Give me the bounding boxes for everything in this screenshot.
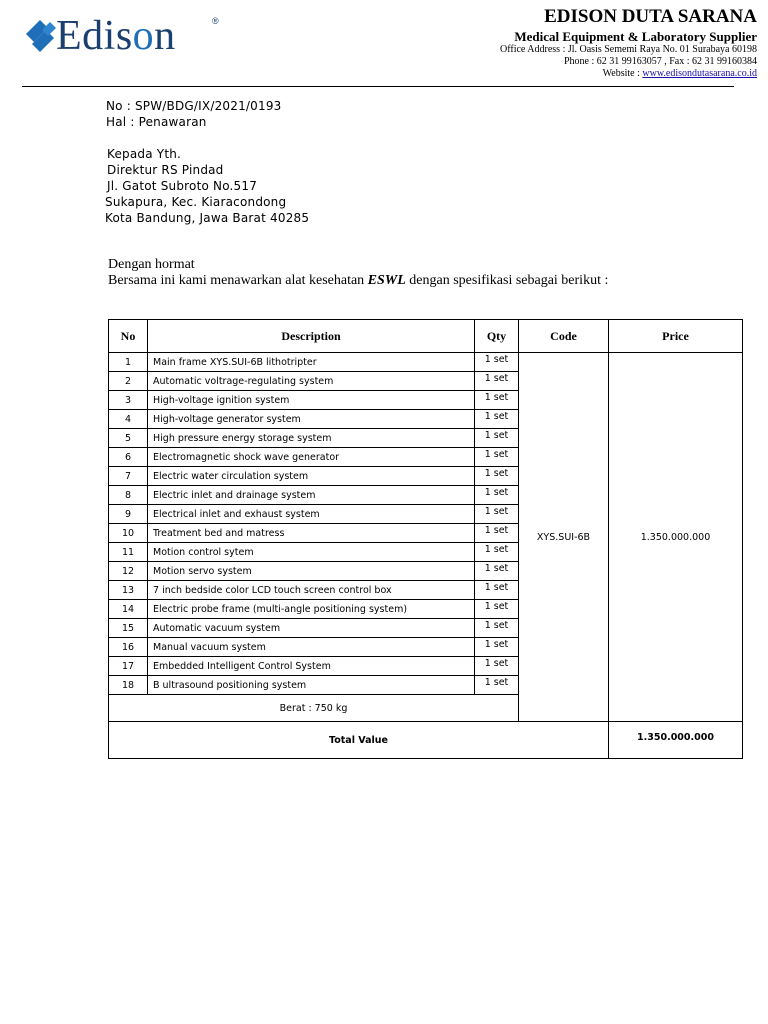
cell-description: Electric water circulation system xyxy=(148,467,475,486)
cell-qty: 1 set xyxy=(475,638,519,657)
cell-description: Motion control sytem xyxy=(148,543,475,562)
cell-description: High-voltage ignition system xyxy=(148,391,475,410)
cell-qty: 1 set xyxy=(475,467,519,486)
cell-no: 2 xyxy=(109,372,148,391)
cell-no: 6 xyxy=(109,448,148,467)
cell-qty: 1 set xyxy=(475,619,519,638)
cell-no: 14 xyxy=(109,600,148,619)
cell-description: High-voltage generator system xyxy=(148,410,475,429)
cell-qty: 1 set xyxy=(475,486,519,505)
cell-description: Automatic voltrage-regulating system xyxy=(148,372,475,391)
header-qty: Qty xyxy=(475,320,519,353)
header-code: Code xyxy=(519,320,609,353)
weight-cell: Berat : 750 kg xyxy=(109,695,519,722)
table-header-row xyxy=(109,320,743,353)
cell-no: 3 xyxy=(109,391,148,410)
header-price: Price xyxy=(609,320,743,353)
registered-mark: ® xyxy=(212,16,219,26)
cell-description: 7 inch bedside color LCD touch screen control box xyxy=(148,581,475,600)
cell-no: 9 xyxy=(109,505,148,524)
cell-no: 5 xyxy=(109,429,148,448)
recipient-line: Direktur RS Pindad xyxy=(107,163,224,177)
company-tagline: Medical Equipment & Laboratory Supplier xyxy=(514,29,757,44)
cell-no: 4 xyxy=(109,410,148,429)
company-website xyxy=(500,68,757,80)
cell-no: 12 xyxy=(109,562,148,581)
recipient-line: Kepada Yth. xyxy=(107,147,182,161)
header-no: No xyxy=(109,320,148,353)
product-name: ESWL xyxy=(367,273,406,288)
header-divider xyxy=(22,86,734,87)
company-name: EDISON DUTA SARANA xyxy=(544,6,757,27)
total-label: Total Value xyxy=(109,722,609,759)
recipient-line: Kota Bandung, Jawa Barat 40285 xyxy=(105,211,310,225)
company-phone: Phone : 62 31 99163057 , Fax : 62 31 99160384 xyxy=(563,56,757,67)
cell-description: Electromagnetic shock wave generator xyxy=(148,448,475,467)
cell-no: 8 xyxy=(109,486,148,505)
total-row xyxy=(109,722,743,759)
cell-qty: 1 set xyxy=(475,391,519,410)
logo-text-b: n xyxy=(154,13,176,59)
cell-no: 7 xyxy=(109,467,148,486)
cell-description: Automatic vacuum system xyxy=(148,619,475,638)
company-info xyxy=(500,6,757,80)
cell-no: 11 xyxy=(109,543,148,562)
cell-qty: 1 set xyxy=(475,657,519,676)
cell-description: Motion servo system xyxy=(148,562,475,581)
cell-description: Embedded Intelligent Control System xyxy=(148,657,475,676)
letter-subject: Hal : Penawaran xyxy=(106,115,207,129)
logo-wordmark xyxy=(56,14,176,58)
cell-description: Electric inlet and drainage system xyxy=(148,486,475,505)
cell-qty: 1 set xyxy=(475,410,519,429)
cell-qty: 1 set xyxy=(475,505,519,524)
cell-qty: 1 set xyxy=(475,524,519,543)
website-label: Website : xyxy=(602,68,643,79)
cell-qty: 1 set xyxy=(475,581,519,600)
intro-sentence: Bersama ini kami menawarkan alat kesehatan ESWL dengan spesifikasi sebagai berikut : xyxy=(108,273,609,288)
cell-no: 16 xyxy=(109,638,148,657)
logo-text-o: o xyxy=(132,13,155,59)
cell-qty: 1 set xyxy=(475,448,519,467)
cell-description: Electric probe frame (multi-angle positioning system) xyxy=(148,600,475,619)
cell-description: Electrical inlet and exhaust system xyxy=(148,505,475,524)
cell-no: 17 xyxy=(109,657,148,676)
cell-description: Treatment bed and matress xyxy=(148,524,475,543)
cell-description: Manual vacuum system xyxy=(148,638,475,657)
cell-qty: 1 set xyxy=(475,676,519,695)
cell-code: XYS.SUI-6B xyxy=(519,353,609,722)
offer-table xyxy=(108,319,743,759)
company-logo xyxy=(26,13,219,59)
cell-qty: 1 set xyxy=(475,562,519,581)
cell-description: High pressure energy storage system xyxy=(148,429,475,448)
table-row xyxy=(109,353,743,372)
logo-text-a: Edis xyxy=(56,13,133,59)
website-link[interactable]: www.edisondutasarana.co.id xyxy=(642,68,757,79)
cell-no: 13 xyxy=(109,581,148,600)
cell-qty: 1 set xyxy=(475,543,519,562)
letter-reference xyxy=(106,98,282,130)
edison-logo-icon xyxy=(26,18,60,58)
cell-qty: 1 set xyxy=(475,429,519,448)
letter-body xyxy=(108,257,608,289)
cell-price: 1.350.000.000 xyxy=(609,353,743,722)
cell-qty: 1 set xyxy=(475,372,519,391)
total-value: 1.350.000.000 xyxy=(609,722,743,759)
recipient-line: Sukapura, Kec. Kiaracondong xyxy=(105,195,287,209)
cell-no: 1 xyxy=(109,353,148,372)
cell-qty: 1 set xyxy=(475,353,519,372)
cell-no: 15 xyxy=(109,619,148,638)
letter-number: No : SPW/BDG/IX/2021/0193 xyxy=(106,99,282,113)
cell-qty: 1 set xyxy=(475,600,519,619)
cell-description: B ultrasound positioning system xyxy=(148,676,475,695)
recipient-line: Jl. Gatot Subroto No.517 xyxy=(107,179,258,193)
cell-no: 10 xyxy=(109,524,148,543)
cell-description: Main frame XYS.SUI-6B lithotripter xyxy=(148,353,475,372)
cell-no: 18 xyxy=(109,676,148,695)
recipient-block xyxy=(107,146,309,226)
header-description: Description xyxy=(148,320,475,353)
greeting: Dengan hormat xyxy=(108,257,195,272)
company-address: Office Address : Jl. Oasis Sememi Raya No. 01 Surabaya 60198 xyxy=(500,44,757,55)
